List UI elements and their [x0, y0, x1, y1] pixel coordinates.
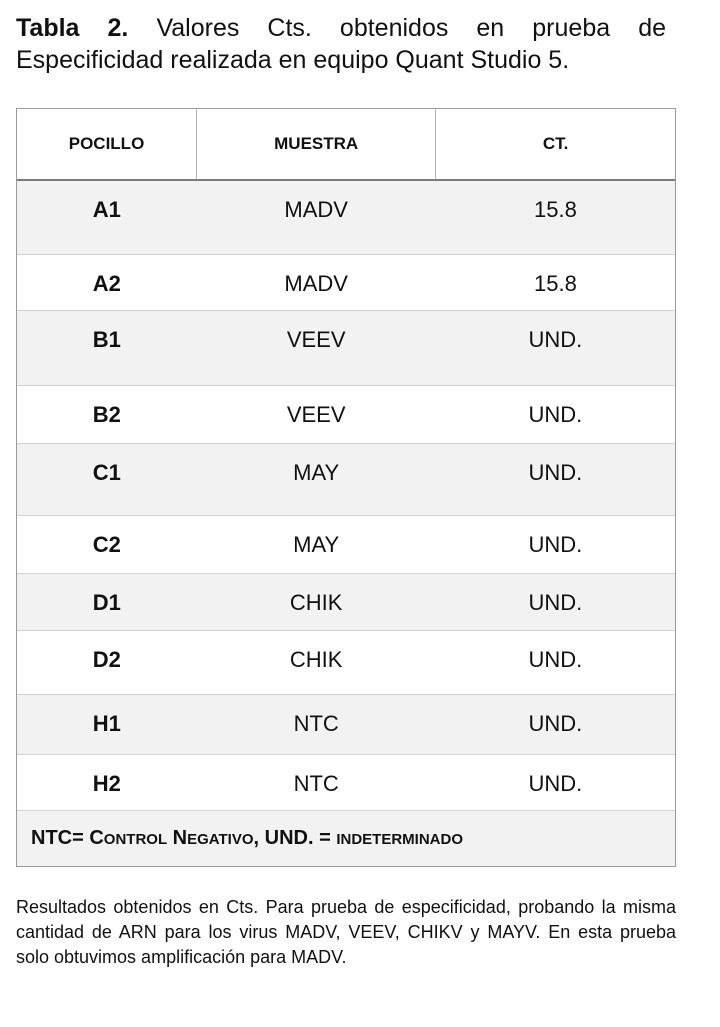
table-header-row	[17, 109, 675, 180]
cell-ct: UND.	[436, 694, 675, 754]
cell-ct: UND.	[436, 443, 675, 515]
cell-pocillo: D2	[17, 630, 197, 694]
cell-muestra: CHIK	[197, 630, 436, 694]
table-footnote: NTC= CONTROL NEGATIVO, UND. = INDETERMINADO	[17, 810, 675, 866]
cell-muestra: MADV	[197, 180, 436, 254]
table-row	[17, 630, 675, 694]
cell-pocillo: B1	[17, 310, 197, 385]
table-footnote-row	[17, 810, 675, 866]
table-row	[17, 180, 675, 254]
results-note: Resultados obtenidos en Cts. Para prueba de especificidad, probando la misma cantidad de ARN para los virus MADV, VEEV, CHIKV y MAYV. En esta prueba solo obtuvimos amplificación para MADV.	[16, 897, 676, 967]
header-ct: CT.	[436, 109, 675, 180]
cell-ct: UND.	[436, 515, 675, 573]
caption-label: Tabla 2.	[16, 14, 129, 42]
cell-pocillo: B2	[17, 385, 197, 443]
caption-text: Valores Cts. obtenidos en prueba de Especificidad realizada en equipo Quant Studio 5.	[16, 14, 666, 74]
cell-ct: UND.	[436, 754, 675, 810]
cell-muestra: MAY	[197, 515, 436, 573]
cell-pocillo: H2	[17, 754, 197, 810]
cell-pocillo: D1	[17, 573, 197, 630]
cell-ct: UND.	[436, 310, 675, 385]
cell-muestra: VEEV	[197, 385, 436, 443]
cell-ct: UND.	[436, 573, 675, 630]
results-table	[16, 108, 676, 867]
cell-muestra: MAY	[197, 443, 436, 515]
header-muestra: MUESTRA	[197, 109, 436, 180]
cell-ct: 15.8	[436, 180, 675, 254]
cell-ct: 15.8	[436, 254, 675, 310]
table-row	[17, 573, 675, 630]
cell-pocillo: A1	[17, 180, 197, 254]
table-row	[17, 254, 675, 310]
table-row	[17, 694, 675, 754]
cell-muestra: CHIK	[197, 573, 436, 630]
header-pocillo: POCILLO	[17, 109, 197, 180]
cell-pocillo: C1	[17, 443, 197, 515]
cell-pocillo: H1	[17, 694, 197, 754]
table-row	[17, 310, 675, 385]
table-row	[17, 515, 675, 573]
cell-muestra: VEEV	[197, 310, 436, 385]
table-row	[17, 385, 675, 443]
cell-pocillo: C2	[17, 515, 197, 573]
cell-pocillo: A2	[17, 254, 197, 310]
cell-ct: UND.	[436, 385, 675, 443]
cell-muestra: NTC	[197, 694, 436, 754]
table-row	[17, 754, 675, 810]
table-caption	[16, 12, 666, 76]
cell-ct: UND.	[436, 630, 675, 694]
cell-muestra: NTC	[197, 754, 436, 810]
table-row	[17, 443, 675, 515]
cell-muestra: MADV	[197, 254, 436, 310]
